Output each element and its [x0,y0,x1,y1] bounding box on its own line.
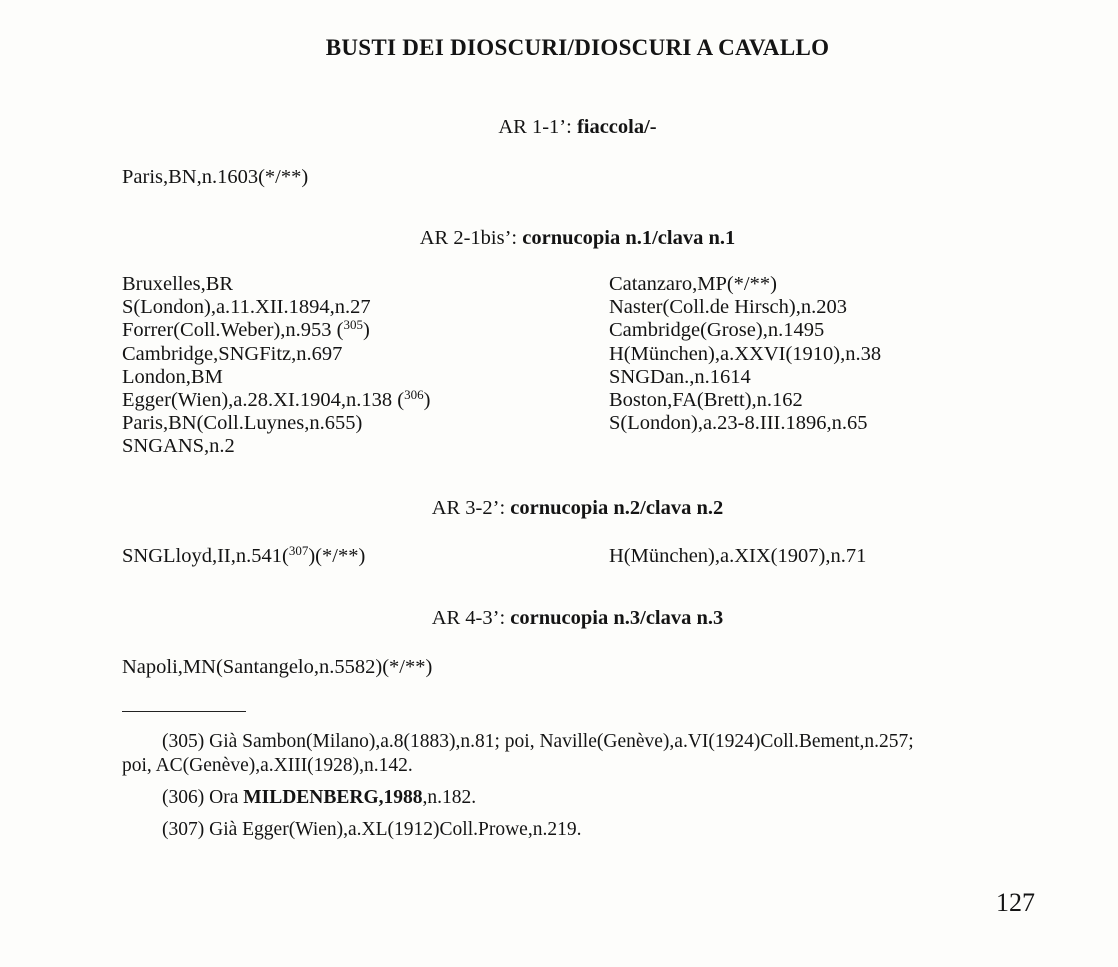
entry: H(München),a.XXVI(1910),n.38 [609,342,882,365]
section-heading-ar3 [0,497,1118,520]
footnote-305-line2: poi, AC(Genève),a.XIII(1928),n.142. [122,755,413,776]
footnote-306: (306) Ora MILDENBERG,1988,n.182. [162,787,477,808]
entry: Egger(Wien),a.28.XI.1904,n.138 ($^{306}$) [122,387,431,412]
entry: Cambridge,SNGFitz,n.697 [122,342,343,365]
entry-column-left [122,273,430,459]
section-desc: cornucopia n.1/clava n.1 [522,227,736,249]
section-id: AR 4-3’: [431,607,506,629]
entry: Boston,FA(Brett),n.162 [609,389,803,412]
footnote-305-line1: (305) Già Sambon(Milano),a.8(1883),n.81; poi, Naville(Genève),a.VI(1924)Coll.Bement,n.257; [162,731,914,752]
entry: Paris,BN(Coll.Luynes,n.655) [122,412,363,435]
section-desc: cornucopia n.3/clava n.3 [510,607,724,629]
entry: S(London),a.11.XII.1894,n.27 [122,296,371,319]
footnote-307: (307) Già Egger(Wien),a.XL(1912)Coll.Prowe,n.219. [162,819,582,840]
entry: Naster(Coll.de Hirsch),n.203 [609,296,847,319]
entry: Bruxelles,BR [122,273,234,295]
entry: SNGDan.,n.1614 [609,365,751,388]
entry: Napoli,MN(Santangelo,n.5582)(*/**) [122,656,433,678]
footnote-ref: 305 [343,317,364,333]
entry: Cambridge(Grose),n.1495 [609,319,825,342]
entry: H(München),a.XIX(1907),n.71 [609,545,867,567]
page-number: 127 [996,888,1035,917]
entry: Paris,BN,n.1603(*/**) [122,166,309,188]
footnote-ref: 307 [288,543,309,558]
entry: SNGANS,n.2 [122,435,235,458]
entry: S(London),a.23-8.III.1896,n.65 [609,412,868,435]
entry: SNGLloyd,II,n.541($^{307}$)(*/**) [122,543,366,567]
section-desc: cornucopia n.2/clava n.2 [510,497,724,519]
footnote-separator [122,711,246,712]
footnote-ref: 306 [404,387,424,403]
section-id: AR 2-1bis’: [419,227,518,249]
section-id: AR 1-1’: [498,116,572,138]
section-heading-ar2 [0,227,1118,250]
entry: Forrer(Coll.Weber),n.953 ($^{305}$) [122,317,370,342]
entry: Catanzaro,MP(*/**) [609,273,777,295]
section-id: AR 3-2’: [431,497,506,519]
section-heading-ar1 [0,116,1118,139]
section-desc: fiaccola/- [576,116,657,138]
section-heading-ar4 [0,607,1118,630]
entry-column-right [609,273,881,435]
entry: London,BM [122,365,223,388]
page-title: BUSTI DEI DIOSCURI/DIOSCURI A CAVALLO [325,35,830,60]
